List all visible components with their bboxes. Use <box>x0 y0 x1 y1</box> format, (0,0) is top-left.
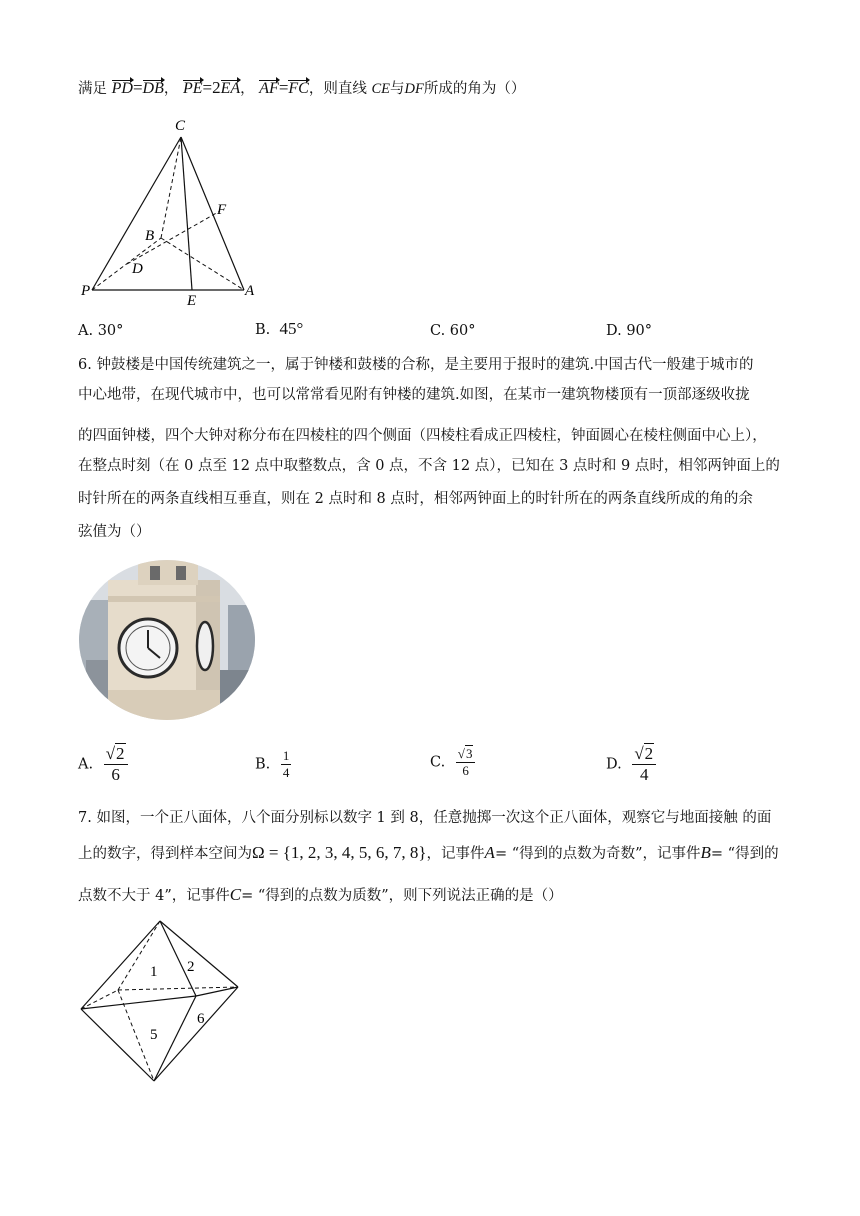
sample-space: Ω = {1, 2, 3, 4, 5, 6, 7, 8} <box>252 843 427 862</box>
label-f: F <box>217 202 227 218</box>
q6-line-1: 6. 钟鼓楼是中国传统建筑之一，属于钟楼和鼓楼的合称，是主要用于报时的建筑.中国古代一般建于城市的 <box>78 357 754 373</box>
q5-option-b: B. 45° <box>255 319 304 338</box>
vector-af: AF <box>259 80 279 97</box>
face-label-1: 1 <box>150 964 158 980</box>
q6-line-3: 的四面钟楼，四个大钟对称分布在四棱柱的四个侧面（四棱柱看成正四棱柱，钟面圆心在棱柱侧面中心上）， <box>78 428 767 444</box>
q7-line-3: 点数不大于 4”，记事件C= “得到的点数为质数”，则下列说法正确的是（） <box>78 885 563 904</box>
q5-option-c: C. 60° <box>430 323 476 339</box>
vector-pd: PD <box>111 80 133 97</box>
label-a: A <box>245 283 255 299</box>
vector-db: DB <box>142 80 164 97</box>
label-c: C <box>175 118 186 134</box>
q6-option-c: C. $\frac{√3}{6}$ <box>430 746 475 779</box>
vector-fc: FC <box>288 80 309 97</box>
q5-statement: 满足 PD=DB， PE=2EA， AF=FC，则直线 CE与DF所成的角为（） <box>78 78 526 97</box>
clock-tower-photo <box>78 560 256 720</box>
octahedron-figure <box>78 916 248 1086</box>
pyramid-figure <box>78 112 268 312</box>
label-p: P <box>81 283 91 299</box>
q5-option-d: D. 90° <box>606 323 653 339</box>
q6-line-6: 弦值为（） <box>78 524 151 540</box>
q7-line-2: 上的数字，得到样本空间为Ω = {1, 2, 3, 4, 5, 6, 7, 8}，记事件A= “得到的点数为奇数”，记事件B= “得到的 <box>78 843 779 862</box>
label-e: E <box>187 293 197 309</box>
vector-ea: EA <box>220 80 241 97</box>
q6-option-d: D. $\frac{√2}{4}$ <box>606 744 656 785</box>
q6-line-5: 时针所在的两条直线相互垂直，则在 2 点时和 8 点时，相邻两钟面上的时针所在的两条直线所成的角的余 <box>78 491 753 507</box>
label-b: B <box>145 228 155 244</box>
q7-line-1: 7. 如图，一个正八面体，八个面分别标以数字 1 到 8，任意抛掷一次这个正八面体，观察它与地面接触 的面 <box>78 810 772 826</box>
face-label-2: 2 <box>187 959 195 975</box>
q6-option-b: B. $\frac{1}{4}$ <box>255 748 290 780</box>
face-label-6: 6 <box>197 1011 205 1027</box>
q6-line-4: 在整点时刻（在 0 点至 12 点中取整数点，含 0 点，不含 12 点），已知在 3 点时和 9 点时，相邻两钟面上的 <box>78 458 780 474</box>
q6-option-a: A. $\frac{√2}{6}$ <box>78 744 128 785</box>
vector-pe: PE <box>182 80 203 97</box>
face-label-5: 5 <box>150 1027 158 1043</box>
q5-option-a: A. 30° <box>78 323 124 339</box>
label-d: D <box>132 261 143 277</box>
q6-line-2: 中心地带，在现代城市中，也可以常常看见附有钟楼的建筑.如图，在某市一建筑物楼顶有一顶部逐级收拢 <box>78 387 750 403</box>
